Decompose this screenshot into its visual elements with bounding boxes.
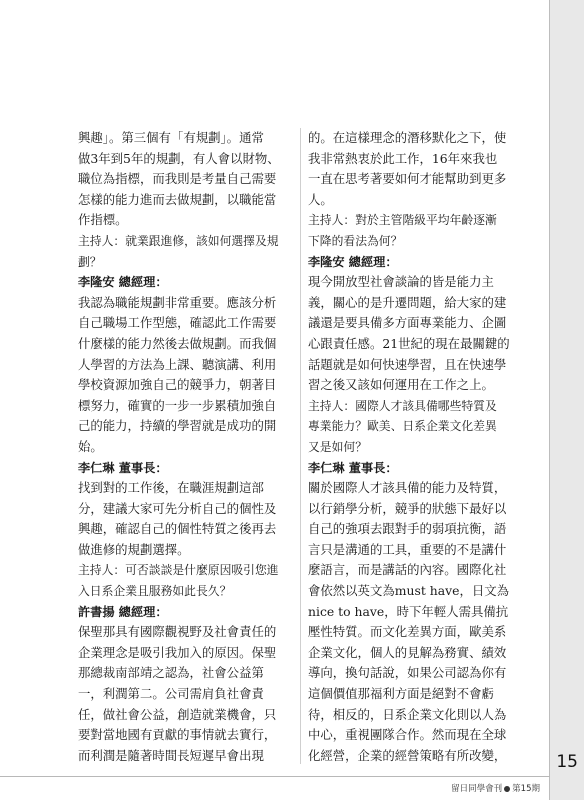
host-question-2: 主持人：可否談談是什麼原因吸引您進 入日系企業且服務如此長久？ [78,563,279,599]
right-paragraph-2: 現今開放型社會談論的皆是能力主 義，關心的是升遷問題，給大家的建 議還是要具備多方面專業能力、企圖 心跟責任感。21世紀的現在最關鍵的 話題就是如何快速學習，且在快速學 習之後又該如何運用在工作之上。 [308,274,510,393]
speaker-label: 李仁琳 董事長： [308,460,398,475]
left-paragraph-1: 興趣」。第三個有「有規劃」。通常 做3年到5年的規劃，有人會以財物、 職位為指標，而我則是考量自己需要 怎樣的能力進而去做規劃，以職能當 作指標。 [78,130,280,228]
right-column [308,128,530,766]
host-question-3: 主持人：對於主管階級平均年齡逐漸 下降的看法為何？ [308,213,497,248]
left-paragraph-3: 找到對的工作後，在職涯規劃這部 分，建議大家可先分析自己的個性及 興趣，確認自己的個性特質之後再去 做進修的規劃選擇。 [78,480,277,557]
journal-title: 留日同學會刊 [451,784,503,794]
issue-number: 第15期 [512,784,540,794]
speaker-label: 李仁琳 董事長： [78,460,168,475]
speaker-label: 李隆安 總經理： [308,254,398,269]
left-paragraph-2: 我認為職能規劃非常重要。應該分析 自己職場工作型態，確認此工作需要 什麼樣的能力然後去做規劃。而我個 人學習的方法為上課、聽演講、利用 學校資源加強自己的競爭力，朝著目 標努力，確實的一步一步累積加強自 己的能力，持續的學習就是成功的開 始。 [78,294,277,454]
dot-icon [504,786,510,792]
host-question-4: 主持人：國際人才該具備哪些特質及 專業能力？歐美、日系企業文化差異 又是如何？ [308,398,497,454]
speaker-label: 許書揚 總經理： [78,604,168,619]
footer-rule [0,776,550,777]
column-divider [300,128,301,764]
right-paragraph-3: 關於國際人才該具備的能力及特質， 以行銷學分析，競爭的狀態下最好以 自己的強項去跟對手的弱項抗衡，語 言只是溝通的工具，重要的不是講什 麼語言，而是講話的內容。國際化社 會依然以英文為must have，日文為 nice to have，時下年輕人需具備抗 壓性特質。而文化差異方面，歐美系 企業文化，個人的見解為務實、績效 導向，換句話說，如果公司認為你有 這個價值那福利方面是絕對不會虧 待，相反的，日系企業文化則以人為 中心，重視團隊合作。然而現在全球 化經營，企業的經營策略有所改變， [308,480,510,763]
left-column [78,128,300,766]
speaker-label: 李隆安 總經理： [78,275,168,290]
left-paragraph-4: 保聖那具有國際觀視野及社會責任的 企業理念是吸引我加入的原因。保聖 那總裁南部靖之認為，社會公益第 一，利潤第二。公司需肩負社會責 任，做社會公益，創造就業機會，只 要對當地國有貢獻的事情就去實行， 而利潤是隨著時間長短遲早會出現 [78,624,277,763]
running-footer [451,782,540,794]
page-margin-band [550,0,584,800]
page-number: 15 [556,752,578,772]
host-question-1: 主持人：就業跟進修，該如何選擇及規 劃？ [78,233,279,269]
right-paragraph-1: 的。在這樣理念的潛移默化之下，使 我非常熱衷於此工作，16年來我也 一直在思考著要如何才能幫助到更多 人。 [308,130,507,207]
